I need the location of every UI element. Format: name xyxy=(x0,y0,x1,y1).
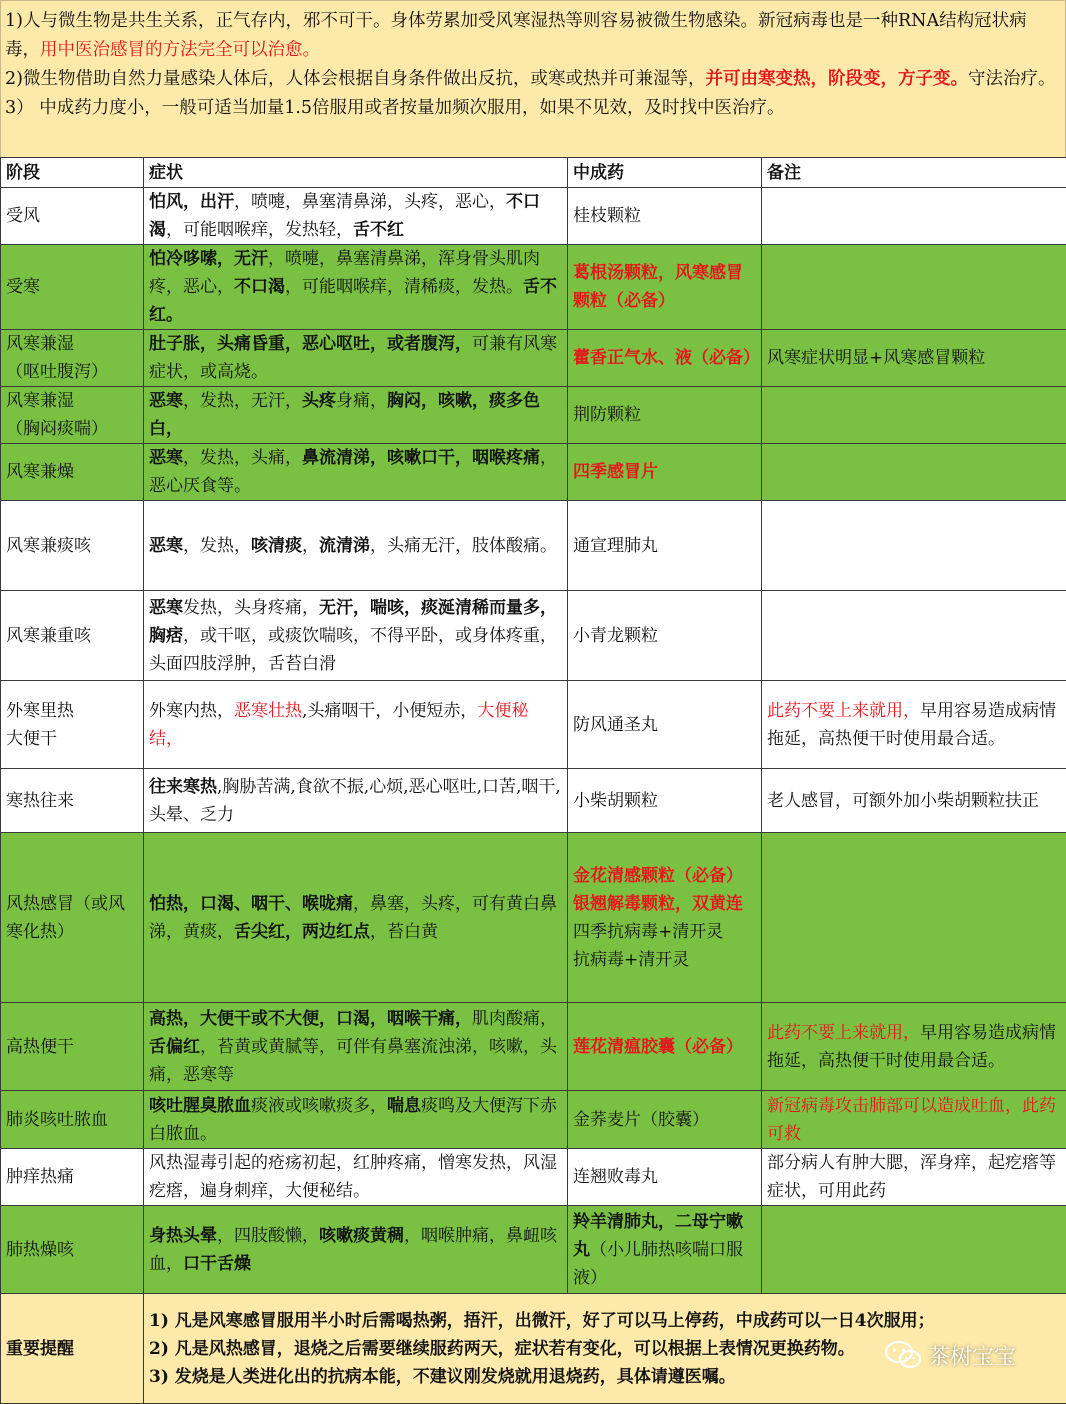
stage-cell: 肺炎咳吐脓血 xyxy=(1,1091,144,1149)
remark-cell xyxy=(762,833,1066,1003)
table-row xyxy=(1,188,1066,245)
remark-cell xyxy=(762,501,1066,591)
medicine-cell: 防风通圣丸 xyxy=(568,681,762,769)
important-line: 3) 发烧是人类进化出的抗病本能，不建议刚发烧就用退烧药，具体请遵医嘱。 xyxy=(149,1363,1061,1391)
symptom-cell: 身热头晕，四肢酸懒，咳嗽痰黄稠，咽喉肿痛，鼻衄咳血，口干舌燥 xyxy=(144,1206,568,1294)
symptom-cell: 恶寒发热，头身疼痛，无汗，喘咳，痰涎清稀而量多，胸痞，或干呕，或痰饮喘咳，不得平卧，或身体疼重，头面四肢浮肿，舌苔白滑 xyxy=(144,591,568,681)
important-line: 2) 凡是风热感冒，退烧之后需要继续服药两天，症状若有变化，可以根据上表情况更换药物。 xyxy=(149,1335,1061,1363)
medicine-cell: 葛根汤颗粒，风寒感冒颗粒（必备） xyxy=(568,245,762,330)
symptom-cell: 风热湿毒引起的疮疡初起，红肿疼痛，憎寒发热，风湿疙瘩，遍身刺痒，大便秘结。 xyxy=(144,1149,568,1206)
table-row xyxy=(1,245,1066,330)
medicine-cell: 通宣理肺丸 xyxy=(568,501,762,591)
medicine-cell: 莲花清瘟胶囊（必备） xyxy=(568,1003,762,1091)
intro-notes xyxy=(0,0,1066,157)
intro-line-3: 3） 中成药力度小，一般可适当加量1.5倍服用或者按量加频次服用，如果不见效，及时找中医治疗。 xyxy=(5,94,1059,123)
stage-cell: 受寒 xyxy=(1,245,144,330)
stage-cell: 风热感冒（或风寒化热） xyxy=(1,833,144,1003)
header-symptom: 症状 xyxy=(144,158,568,188)
remark-cell xyxy=(762,1206,1066,1294)
symptom-cell: 怕风，出汗，喷嚏，鼻塞清鼻涕，头疼，恶心，不口渴，可能咽喉痒，发热轻，舌不红 xyxy=(144,188,568,245)
intro-line-1: 1)人与微生物是共生关系，正气存内，邪不可干。身体劳累加受风寒湿热等则容易被微生物感染。新冠病毒也是一种RNA结构冠状病毒，用中医治感冒的方法完全可以治愈。 xyxy=(5,7,1059,65)
remark-cell: 此药不要上来就用，早用容易造成病情拖延，高热便干时使用最合适。 xyxy=(762,1003,1066,1091)
header-stage: 阶段 xyxy=(1,158,144,188)
stage-cell: 高热便干 xyxy=(1,1003,144,1091)
remark-cell xyxy=(762,591,1066,681)
stage-cell: 风寒兼湿 （呕吐腹泻） xyxy=(1,330,144,387)
stage-cell: 外寒里热 大便干 xyxy=(1,681,144,769)
table-row xyxy=(1,444,1066,501)
medicine-cell: 金荞麦片（胶囊） xyxy=(568,1091,762,1149)
table-row xyxy=(1,591,1066,681)
remark-cell xyxy=(762,387,1066,444)
symptom-cell: 恶寒，发热，无汗，头疼身痛，胸闷，咳嗽，痰多色白， xyxy=(144,387,568,444)
table-row xyxy=(1,1206,1066,1294)
watermark xyxy=(884,1335,1054,1375)
stage-cell: 风寒兼痰咳 xyxy=(1,501,144,591)
medicine-cell: 金花清感颗粒（必备） 银翘解毒颗粒，双黄连 四季抗病毒+清开灵 抗病毒+清开灵 xyxy=(568,833,762,1003)
table-row xyxy=(1,1003,1066,1091)
symptom-cell: 怕冷哆嗦，无汗，喷嚏，鼻塞清鼻涕，浑身骨头肌肉疼，恶心，不口渴，可能咽喉痒，清稀痰，发热。舌不红。 xyxy=(144,245,568,330)
remark-cell: 部分病人有肿大腮，浑身痒，起疙瘩等症状，可用此药 xyxy=(762,1149,1066,1206)
important-line: 1) 凡是风寒感冒服用半小时后需喝热粥，捂汗，出微汗，好了可以马上停药，中成药可以一日4次服用； xyxy=(149,1307,1061,1335)
stage-cell: 受风 xyxy=(1,188,144,245)
symptom-cell: 咳吐腥臭脓血痰液或咳嗽痰多，喘息痰鸣及大便泻下赤白脓血。 xyxy=(144,1091,568,1149)
medicine-cell: 羚羊清肺丸，二母宁嗽丸（小儿肺热咳喘口服液） xyxy=(568,1206,762,1294)
table-row xyxy=(1,769,1066,833)
table-row xyxy=(1,1091,1066,1149)
medicine-cell: 小青龙颗粒 xyxy=(568,591,762,681)
table-row xyxy=(1,501,1066,591)
stage-cell: 风寒兼湿 （胸闷痰喘） xyxy=(1,387,144,444)
remark-cell xyxy=(762,444,1066,501)
table-row xyxy=(1,681,1066,769)
intro-line-2: 2)微生物借助自然力量感染人体后，人体会根据自身条件做出反抗，或寒或热并可兼湿等，并可由寒变热，阶段变，方子变。守法治疗。 xyxy=(5,65,1059,94)
table-row xyxy=(1,833,1066,1003)
medicine-cell: 连翘败毒丸 xyxy=(568,1149,762,1206)
medicine-cell: 桂枝颗粒 xyxy=(568,188,762,245)
remark-cell: 此药不要上来就用，早用容易造成病情拖延，高热便干时使用最合适。 xyxy=(762,681,1066,769)
table-row xyxy=(1,1149,1066,1206)
stage-cell: 寒热往来 xyxy=(1,769,144,833)
symptom-cell: 外寒内热，恶寒壮热,头痛咽干，小便短赤，大便秘结， xyxy=(144,681,568,769)
remark-cell: 新冠病毒攻击肺部可以造成吐血，此药可救 xyxy=(762,1091,1066,1149)
symptom-cell: 肚子胀，头痛昏重，恶心呕吐，或者腹泻，可兼有风寒症状，或高烧。 xyxy=(144,330,568,387)
symptom-cell: 往来寒热,胸胁苦满,食欲不振,心烦,恶心呕吐,口苦,咽干,头晕、乏力 xyxy=(144,769,568,833)
header-remark: 备注 xyxy=(762,158,1066,188)
cold-remedy-table xyxy=(0,157,1066,1404)
table-header-row xyxy=(1,158,1066,188)
remark-cell xyxy=(762,188,1066,245)
symptom-cell: 高热，大便干或不大便，口渴，咽喉干痛，肌肉酸痛，舌偏红，苔黄或黄腻等，可伴有鼻塞流浊涕，咳嗽，头痛，恶寒等 xyxy=(144,1003,568,1091)
medicine-cell: 荆防颗粒 xyxy=(568,387,762,444)
medicine-cell: 四季感冒片 xyxy=(568,444,762,501)
important-label: 重要提醒 xyxy=(1,1294,144,1404)
remark-cell: 老人感冒，可额外加小柴胡颗粒扶正 xyxy=(762,769,1066,833)
table-row xyxy=(1,387,1066,444)
symptom-cell: 怕热，口渴、咽干、喉咙痛，鼻塞，头疼，可有黄白鼻涕，黄痰，舌尖红，两边红点，苔白黄 xyxy=(144,833,568,1003)
stage-cell: 肺热燥咳 xyxy=(1,1206,144,1294)
stage-cell: 肿痒热痛 xyxy=(1,1149,144,1206)
remark-cell: 风寒症状明显+风寒感冒颗粒 xyxy=(762,330,1066,387)
watermark-text: 茶树宝宝 xyxy=(928,1340,1016,1371)
symptom-cell: 恶寒，发热，咳清痰，流清涕，头痛无汗，肢体酸痛。 xyxy=(144,501,568,591)
remark-cell xyxy=(762,245,1066,330)
medicine-cell: 小柴胡颗粒 xyxy=(568,769,762,833)
header-medicine: 中成药 xyxy=(568,158,762,188)
medicine-cell: 藿香正气水、液（必备） xyxy=(568,330,762,387)
symptom-cell: 恶寒，发热，头痛，鼻流清涕，咳嗽口干，咽喉疼痛，恶心厌食等。 xyxy=(144,444,568,501)
stage-cell: 风寒兼重咳 xyxy=(1,591,144,681)
table-row xyxy=(1,330,1066,387)
wechat-logo-icon xyxy=(884,1340,922,1370)
stage-cell: 风寒兼燥 xyxy=(1,444,144,501)
